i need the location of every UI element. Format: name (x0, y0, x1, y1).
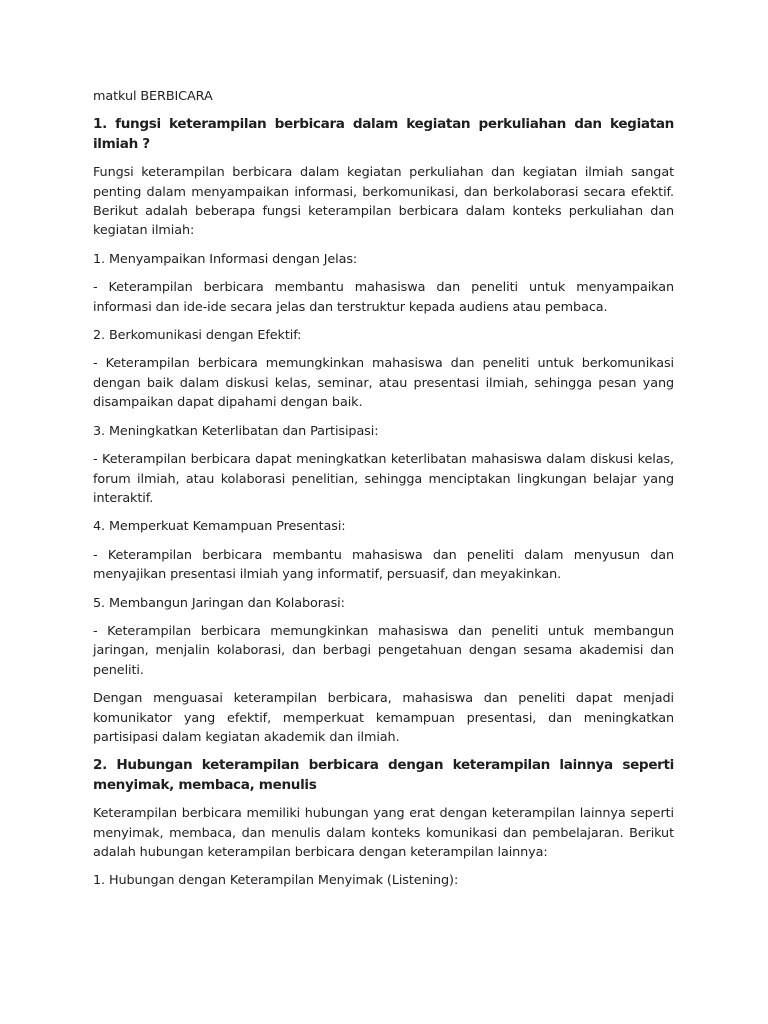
question-1-conclusion: Dengan menguasai keterampilan berbicara, mahasiswa dan peneliti dapat menjadi komunikator yang efektif, memperkuat kemampuan presentasi, dan meningkatkan partisipasi dalam kegiatan akademik dan ilmiah. (93, 691, 674, 745)
function-3-title: 3. Meningkatkan Keterlibatan dan Partisipasi: (93, 423, 379, 439)
question-1-intro: Fungsi keterampilan berbicara dalam kegiatan perkuliahan dan kegiatan ilmiah sangat penting dalam menyampaikan informasi, berkomunikasi, dan berkolaborasi secara efektif. Berikut adalah beberapa fungsi keterampilan berbicara dalam konteks perkuliahan dan kegiatan ilmiah: (93, 165, 674, 239)
function-1-title: 1. Menyampaikan Informasi dengan Jelas: (93, 251, 358, 267)
function-1-description: - Keterampilan berbicara membantu mahasiswa dan peneliti untuk menyampaikan informasi dan ide-ide secara jelas dan terstruktur kepada audiens atau pembaca. (93, 280, 674, 315)
question-2-item-1: 1. Hubungan dengan Keterampilan Menyimak (Listening): (93, 873, 459, 889)
question-1-heading: 1. fungsi keterampilan berbicara dalam kegiatan perkuliahan dan kegiatan ilmiah ? (93, 116, 674, 152)
function-5-title: 5. Membangun Jaringan dan Kolaborasi: (93, 595, 345, 611)
function-4-title: 4. Memperkuat Kemampuan Presentasi: (93, 519, 346, 535)
question-2-heading: 2. Hubungan keterampilan berbicara dengan keterampilan lainnya seperti menyimak, membaca, menulis (93, 757, 674, 793)
document-body (93, 87, 674, 900)
function-5-description: - Keterampilan berbicara memungkinkan mahasiswa dan peneliti untuk membangun jaringan, menjalin kolaborasi, dan berbagi pengetahuan dengan sesama akademisi dan peneliti. (93, 623, 674, 678)
question-2-intro: Keterampilan berbicara memiliki hubungan yang erat dengan keterampilan lainnya seperti menyimak, membaca, dan menulis dalam konteks komunikasi dan pembelajaran. Berikut adalah hubungan keterampilan berbicara dengan keterampilan lainnya: (93, 806, 674, 860)
course-label: matkul BERBICARA (93, 89, 213, 104)
function-2-description: - Keterampilan berbicara memungkinkan mahasiswa dan peneliti untuk berkomunikasi dengan baik dalam diskusi kelas, seminar, atau presentasi ilmiah, sehingga pesan yang disampaikan dapat dipahami dengan baik. (93, 356, 674, 411)
function-2-title: 2. Berkomunikasi dengan Efektif: (93, 328, 302, 344)
function-4-description: - Keterampilan berbicara membantu mahasiswa dan peneliti dalam menyusun dan menyajikan presentasi ilmiah yang informatif, persuasif, dan meyakinkan. (93, 547, 674, 583)
function-3-description: - Keterampilan berbicara dapat meningkatkan keterlibatan mahasiswa dalam diskusi kelas, forum ilmiah, atau kolaborasi penelitian, sehingga menciptakan lingkungan belajar yang interaktif. (93, 452, 674, 506)
